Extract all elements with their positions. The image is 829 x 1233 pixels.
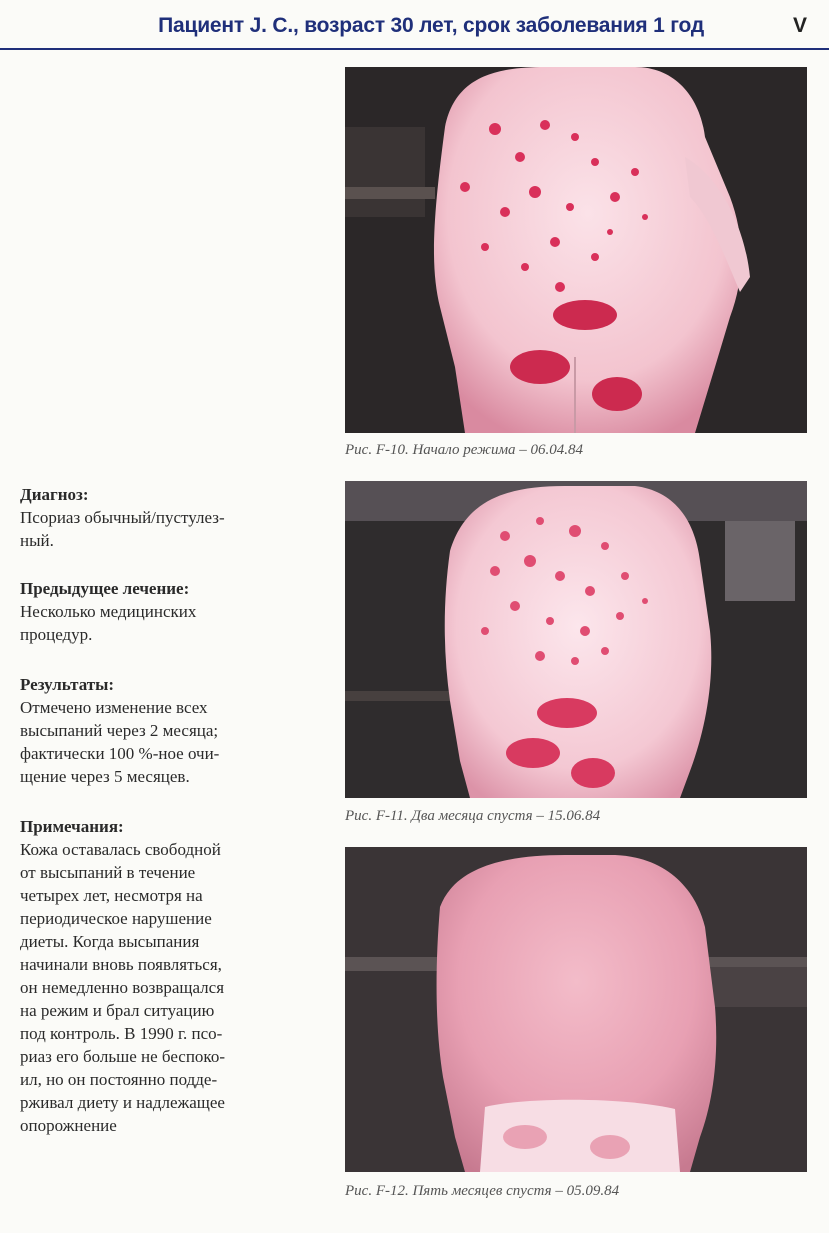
page-number: V xyxy=(792,14,807,37)
results-text: Отмечено изменение всех высыпаний через 2 месяца; фактически 100 %-ное очи- щение через 5 месяцев. xyxy=(20,698,220,786)
previous-treatment-section xyxy=(20,577,290,646)
page-title: Пациент J. С., возраст 30 лет, срок заболевания 1 год xyxy=(158,14,704,37)
notes-heading: Примечания: xyxy=(20,817,124,836)
figure-caption: Рис. F-10. Начало режима – 06.04.84 xyxy=(345,442,584,458)
results-section xyxy=(20,673,290,788)
diagnosis-heading: Диагноз: xyxy=(20,485,89,504)
notes-section xyxy=(20,815,290,1137)
figure-caption: Рис. F-11. Два месяца спустя – 15.06.84 xyxy=(345,808,601,824)
previous-treatment-heading: Предыдущее лечение: xyxy=(20,579,190,598)
diagnosis-text: Псориаз обычный/пустулез- ный. xyxy=(20,508,225,550)
photo-fig-f10 xyxy=(345,67,807,433)
figure-caption: Рис. F-12. Пять месяцев спустя – 05.09.84 xyxy=(345,1183,620,1199)
header-rule xyxy=(0,48,829,50)
photo-fig-f12 xyxy=(345,847,807,1172)
notes-text: Кожа оставалась свободной от высыпаний в течение четырех лет, несмотря на периодическое нарушение диеты. Когда высыпания начинали вновь появляться, он немедленно возвращался на режим и брал ситуацию под контроль. В 1990 г. псо- риаз его больше не беспоко- ил, но он постоянно подде- рживал диету и надлежащее опорожнение xyxy=(20,840,225,1135)
results-heading: Результаты: xyxy=(20,675,115,694)
photo-fig-f11 xyxy=(345,481,807,798)
diagnosis-section xyxy=(20,483,290,552)
previous-treatment-text: Несколько медицинских процедур. xyxy=(20,602,197,644)
page-header xyxy=(0,0,829,52)
